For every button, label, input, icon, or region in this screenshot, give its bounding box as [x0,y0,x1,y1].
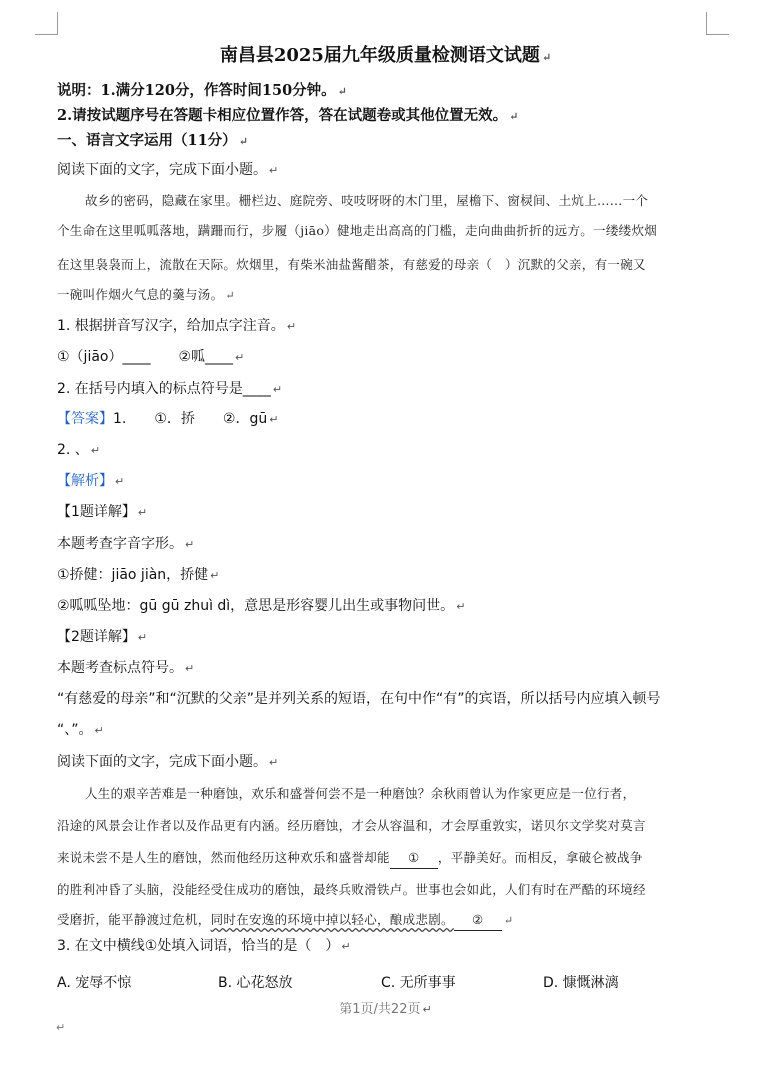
instruction-2: 阅读下面的文字，完成下面小题。 ↵ [57,754,279,770]
question-1: 1. 根据拼音写汉字，给加点字注音。 ↵ [57,318,297,334]
question-2: 2. 在括号内填入的标点符号是____ ↵ [57,381,283,397]
page-footer: 第1页/共22页 ↵ [339,1002,432,1017]
detail1-label: 【1题详解】 ↵ [57,504,148,520]
blank-2: ② [454,910,502,931]
passage1-line-3: 在这里袅袅而上，流散在天际。炊烟里，有柴米油盐酱醋茶，有慈爱的母亲（ ）沉默的父亲，有一碗又 [57,257,646,272]
passage1-line-4: 一碗叫作烟火气息的羹与汤。 ↵ [57,287,235,302]
paragraph-mark: ↵ [56,1021,66,1034]
passage1-line-2: 个生命在这里呱呱落地，蹒跚而行，步履（jiāo）健地走出高高的门槛，走向曲曲折折的远方。一缕缕炊烟 [57,223,658,238]
option-b: B. 心花怒放 [218,975,293,991]
analysis-label: 【解析】 ↵ [57,473,125,489]
note-line-1: 说明：1.满分120分，作答时间150分钟。 ↵ [57,82,347,99]
instruction-1: 阅读下面的文字，完成下面小题。 ↵ [57,162,279,178]
passage2-line-2: 沿途的风景会让作者以及作品更有内涵。经历磨蚀，才会从容温和，才会厚重敦实，诺贝尔文学奖对莫言 [57,818,646,833]
page-title: 南昌县2025届九年级质量检测语文试题 ↵ [219,45,552,66]
detail2-item-b: “、”。 ↵ [57,722,104,738]
detail1-item-b: ②呱呱坠地：gū gū zhuì dì，意思是形容婴儿出生或事物问世。 ↵ [57,598,466,614]
passage2-line-1: 人生的艰辛苦难是一种磨蚀，欢乐和盛誉何尝不是一种磨蚀？余秋雨曾认为作家更应是一位行者， [85,786,636,801]
passage2-line-5: 受磨折，能平静渡过危机，同时在安逸的环境中掉以轻心，酿成悲剧。 ② ↵ [57,910,513,931]
answer-line-2: 2. 、 ↵ [57,442,101,458]
question-1-blanks: ①（jiāo）____ ②呱____ ↵ [57,349,245,365]
detail2-text: 本题考查标点符号。 ↵ [57,660,195,676]
detail1-item-a: ①挢健：jiāo jiàn，挢健 ↵ [57,567,220,583]
blank-1: ① [390,848,438,869]
question-3: 3. 在文中横线①处填入词语，恰当的是（ ） ↵ [57,938,351,954]
detail2-label: 【2题详解】 ↵ [57,629,148,645]
answer-line-1: 【答案】1. ①．挢 ②．gū ↵ [57,411,279,427]
option-d: D. 慷慨淋漓 [543,975,619,991]
detail2-item-a: “有慈爱的母亲”和“沉默的父亲”是并列关系的短语，在句中作“有”的宾语，所以括号内应填入顿号 [57,691,661,707]
passage2-line-3: 来说未尝不是人生的磨蚀，然而他经历这种欢乐和盛誉却能 ① ，平静美好。而相反，拿破仑被战争 [57,848,643,869]
option-c: C. 无所事事 [381,975,456,991]
note-line-2: 2.请按试题序号在答题卡相应位置作答，答在试题卷或其他位置无效。 ↵ [57,107,519,124]
section-heading: 一、语言文字运用（11分） ↵ [57,132,248,149]
passage2-line-4: 的胜利冲昏了头脑，没能经受住成功的磨蚀，最终兵败滑铁卢。世事也会如此，人们有时在严酷的环境经 [57,882,646,897]
passage1-line-1: 故乡的密码，隐藏在家里。栅栏边、庭院旁、吱吱呀呀的木门里，屋檐下、窗棂间、土炕上……一个 [85,193,649,208]
detail1-text: 本题考查字音字形。 ↵ [57,536,195,552]
option-a: A. 宠辱不惊 [57,975,132,991]
